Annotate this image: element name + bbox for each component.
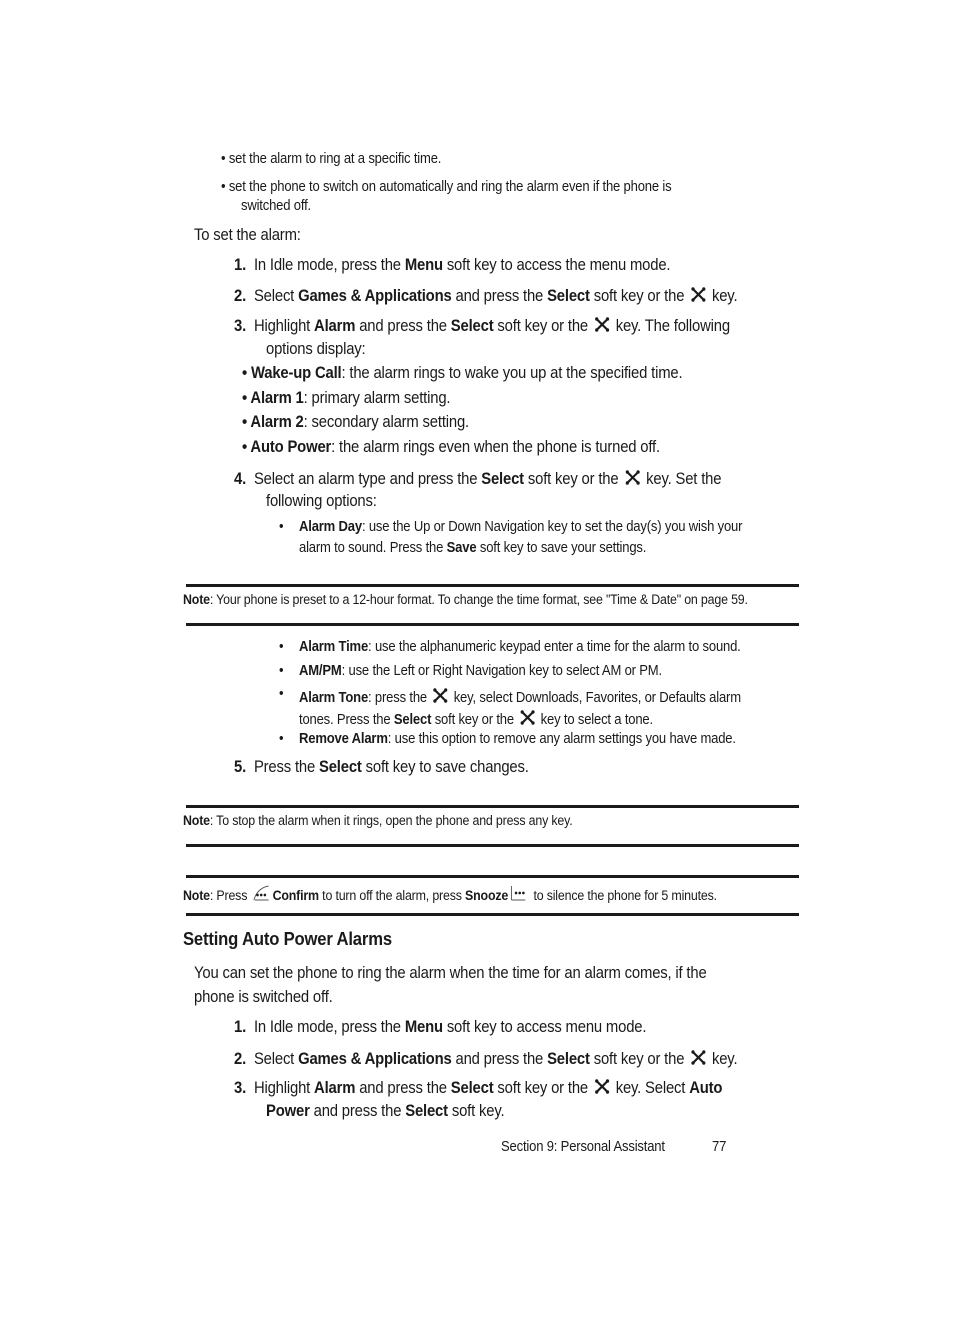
option-alarm-1: • Alarm 1: primary alarm setting. (242, 389, 451, 407)
step-5: 5. Press the Select soft key to save changes. (234, 758, 529, 776)
divider (186, 875, 799, 878)
divider (186, 913, 799, 916)
note-time-format: Note: Your phone is preset to a 12-hour format. To change the time format, see "Time & Date" on page 59. (183, 592, 748, 607)
section-heading: Setting Auto Power Alarms (183, 928, 392, 949)
option-alarm-time: Alarm Time: use the alphanumeric keypad enter a time for the alarm to sound. (299, 639, 741, 655)
paragraph-line-2: phone is switched off. (194, 988, 333, 1006)
auto-step-3: 3. Highlight Alarm and press the Select soft key or the key. Select Auto (234, 1079, 723, 1097)
option-alarm-day: Alarm Day: use the Up or Down Navigation key to set the day(s) you wish your (299, 519, 743, 535)
bullet: • (279, 731, 284, 747)
bullet: • (279, 686, 284, 702)
auto-step-2: 2. Select Games & Applications and press the Select soft key or the key. (234, 1050, 738, 1068)
option-am-pm: AM/PM: use the Left or Right Navigation key to select AM or PM. (299, 663, 662, 679)
divider (186, 623, 799, 626)
option-alarm-day-cont: alarm to sound. Press the Save soft key to save your settings. (299, 540, 647, 556)
divider (186, 805, 799, 808)
bullet: • (279, 663, 284, 679)
nav-ok-key-icon (690, 1049, 706, 1066)
nav-ok-key-icon (594, 1078, 610, 1095)
intro-bullet-2-cont: switched off. (241, 198, 311, 214)
bullet: • (279, 639, 284, 655)
step-3-cont: options display: (266, 340, 366, 358)
step-1: 1. In Idle mode, press the Menu soft key to access the menu mode. (234, 256, 671, 274)
nav-ok-key-icon (594, 316, 610, 333)
right-soft-key-icon (510, 884, 528, 902)
divider (186, 844, 799, 847)
nav-ok-key-icon (690, 286, 706, 303)
nav-ok-key-icon (519, 709, 535, 726)
option-auto-power: • Auto Power: the alarm rings even when the phone is turned off. (242, 438, 660, 456)
nav-ok-key-icon (432, 687, 448, 704)
note-stop-alarm: Note: To stop the alarm when it rings, open the phone and press any key. (183, 813, 573, 828)
footer-section: Section 9: Personal Assistant (501, 1139, 665, 1155)
option-alarm-tone: Alarm Tone: press the key, select Downloads, Favorites, or Defaults alarm (299, 687, 741, 706)
option-wake-up-call: • Wake-up Call: the alarm rings to wake you up at the specified time. (242, 364, 683, 382)
auto-step-1: 1. In Idle mode, press the Menu soft key to access menu mode. (234, 1018, 647, 1036)
step-3: 3. Highlight Alarm and press the Select soft key or the key. The following (234, 317, 730, 335)
option-alarm-tone-cont: tones. Press the Select soft key or the key to select a tone. (299, 709, 653, 728)
intro-bullet-1: • set the alarm to ring at a specific time. (221, 151, 442, 167)
page-number: 77 (712, 1139, 727, 1155)
step-2: 2. Select Games & Applications and press the Select soft key or the key. (234, 287, 738, 305)
step-4-cont: following options: (266, 492, 377, 510)
auto-step-3-cont: Power and press the Select soft key. (266, 1102, 505, 1120)
note-confirm-snooze: Note: Press Confirm to turn off the alarm, press Snooze to silence the phone for 5 minutes. (183, 884, 717, 903)
nav-ok-key-icon (624, 469, 640, 486)
bullet: • (279, 519, 284, 535)
paragraph-line-1: You can set the phone to ring the alarm when the time for an alarm comes, if the (194, 964, 707, 982)
divider (186, 584, 799, 587)
left-soft-key-icon (252, 884, 270, 902)
intro-bullet-2: • set the phone to switch on automatically and ring the alarm even if the phone is (221, 179, 672, 195)
step-4: 4. Select an alarm type and press the Select soft key or the key. Set the (234, 470, 722, 488)
to-set-label: To set the alarm: (194, 226, 301, 244)
option-remove-alarm: Remove Alarm: use this option to remove any alarm settings you have made. (299, 731, 736, 747)
option-alarm-2: • Alarm 2: secondary alarm setting. (242, 413, 470, 431)
